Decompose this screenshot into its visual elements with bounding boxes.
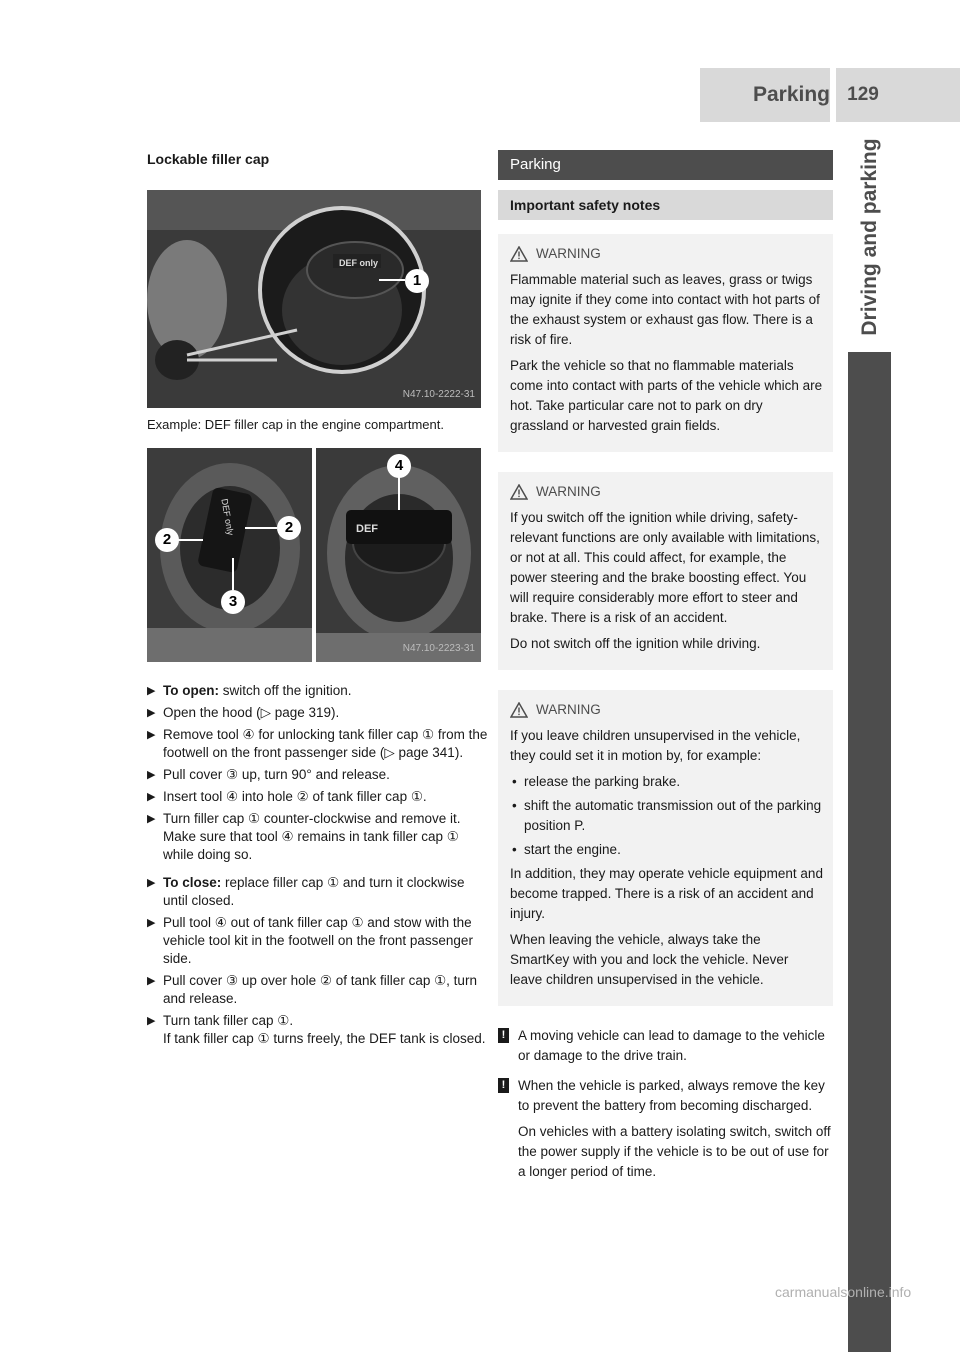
bullet-item: • release the parking brake. <box>512 774 681 789</box>
side-block <box>848 352 891 1352</box>
step-arrow-icon: ▶ <box>147 707 156 719</box>
callout-1: 1 <box>405 269 429 293</box>
warning-box-ignition: WARNING If you switch off the ignition while driving, safety-relevant functions are only available with limitations, or not at all. This could affect, for example, the power steering and the brake boosting effect. You will require considerably more effort to steer and brake. There is a risk of an accident. Do not switch off the ignition while driving. <box>498 472 833 670</box>
filler-cap-closed-illustration <box>316 448 481 662</box>
section-heading-parking: Parking <box>498 150 833 180</box>
engine-compartment-photo <box>147 190 481 408</box>
step-turn-cap: ▶ Turn filler cap ① counter-clockwise and remove it. Make sure that tool ④ remains in tank filler cap ① while doing so. <box>147 811 461 862</box>
page-header <box>0 68 960 122</box>
step-turn-filler-cap: ▶ Turn tank filler cap ①. <box>147 1013 294 1028</box>
warning-triangle-icon <box>510 484 528 500</box>
warning-title: WARNING <box>510 700 823 720</box>
right-column <box>498 150 833 1192</box>
exclamation-icon: ! <box>498 1028 509 1043</box>
warning-title: WARNING <box>510 244 823 264</box>
filler-cap-photos <box>147 448 481 662</box>
subsection-heading-safety: Important safety notes <box>498 190 833 220</box>
step-result: If tank filler cap ① turns freely, the DEF tank is closed. <box>163 1031 486 1046</box>
warning-box-children: WARNING If you leave children unsupervised in the vehicle, they could set it in motion by, for example: • release the parking brake. • shift the automatic transmission out of the parking position P. • start the engine. In addition, they may operate vehicle equipment and become trapped. There is a risk of an accident and injury. When leaving the vehicle, always take the SmartKey with you and lock the vehicle. Never leave children unsupervised in the vehicle. <box>498 690 833 1006</box>
warning-triangle-icon <box>510 246 528 262</box>
side-tab <box>845 122 895 352</box>
def-only-label: DEF only <box>339 258 379 268</box>
step-arrow-icon: ▶ <box>147 917 156 929</box>
step-pull-cover: ▶ Pull cover ③ up, turn 90° and release. <box>147 767 390 782</box>
callout-2-right: 2 <box>277 516 301 540</box>
step-arrow-icon: ▶ <box>147 813 156 825</box>
photo-caption: Example: DEF filler cap in the engine compartment. <box>147 417 444 432</box>
step-arrow-icon: ▶ <box>147 1015 156 1027</box>
exclamation-icon: ! <box>498 1078 509 1093</box>
side-tab-label: Driving and parking <box>858 138 881 336</box>
lockable-filler-cap-heading: Lockable filler cap <box>147 151 270 167</box>
note-moving-vehicle: ! A moving vehicle can lead to damage to the vehicle or damage to the drive train. <box>498 1026 833 1066</box>
header-title: Parking <box>700 68 830 122</box>
step-open: ▶ To open: switch off the ignition. <box>147 683 352 698</box>
bullet-item: • shift the automatic transmission out of the parking position P. <box>512 798 822 833</box>
def-only-rotated-label: DEF only <box>219 497 236 537</box>
bullet-item: • start the engine. <box>512 842 621 857</box>
callout-4: 4 <box>387 454 411 478</box>
left-column <box>147 150 492 1052</box>
image-code-2: N47.10-2223-31 <box>402 643 475 654</box>
filler-cap-closed-photo <box>316 448 481 662</box>
filler-cap-open-photo <box>147 448 312 662</box>
step-arrow-icon: ▶ <box>147 791 156 803</box>
step-arrow-icon: ▶ <box>147 729 156 741</box>
step-open-hood: ▶ Open the hood (▷ page 319). <box>147 705 340 720</box>
warning-title: WARNING <box>510 482 823 502</box>
note-remove-key: ! When the vehicle is parked, always remove the key to prevent the battery from becoming discharged. On vehicles with a battery isolating switch, switch off the power supply if the vehicle is to be out of use for a longer period of time. <box>498 1076 833 1182</box>
step-arrow-icon: ▶ <box>147 685 156 697</box>
step-arrow-icon: ▶ <box>147 877 156 889</box>
warning-triangle-icon <box>510 702 528 718</box>
header-fill <box>890 68 960 122</box>
step-insert-tool: ▶ Insert tool ④ into hole ② of tank filler cap ①. <box>147 789 427 804</box>
warning-box-fire: WARNING Flammable material such as leaves, grass or twigs may ignite if they come into contact with hot parts of the exhaust system or exhaust gas flow. There is a risk of fire. Park the vehicle so that no flammable materials come into contact with parts of the vehicle which are hot. Take particular care not to park on dry grassland or harvested grain fields. <box>498 234 833 452</box>
step-close: ▶ To close: replace filler cap ① and turn it clockwise until closed. <box>147 875 465 908</box>
callout-2-left: 2 <box>155 528 179 552</box>
step-arrow-icon: ▶ <box>147 769 156 781</box>
image-code: N47.10-2222-31 <box>402 389 475 400</box>
engine-compartment-illustration <box>147 190 481 408</box>
footer-watermark: carmanualsonline.info <box>775 1284 912 1300</box>
page-number: 129 <box>836 68 890 122</box>
filler-cap-open-illustration <box>147 448 312 662</box>
def-label: DEF <box>356 523 378 535</box>
callout-3: 3 <box>221 590 245 614</box>
step-pull-cover-close: ▶ Pull cover ③ up over hole ② of tank filler cap ①, turn and release. <box>147 973 477 1006</box>
step-arrow-icon: ▶ <box>147 975 156 987</box>
step-remove-tool: ▶ Remove tool ④ for unlocking tank filler cap ① from the footwell on the front passenger side (▷ page 341). <box>147 727 488 760</box>
step-pull-tool: ▶ Pull tool ④ out of tank filler cap ① and stow with the vehicle tool kit in the footwell on the front passenger side. <box>147 915 473 966</box>
